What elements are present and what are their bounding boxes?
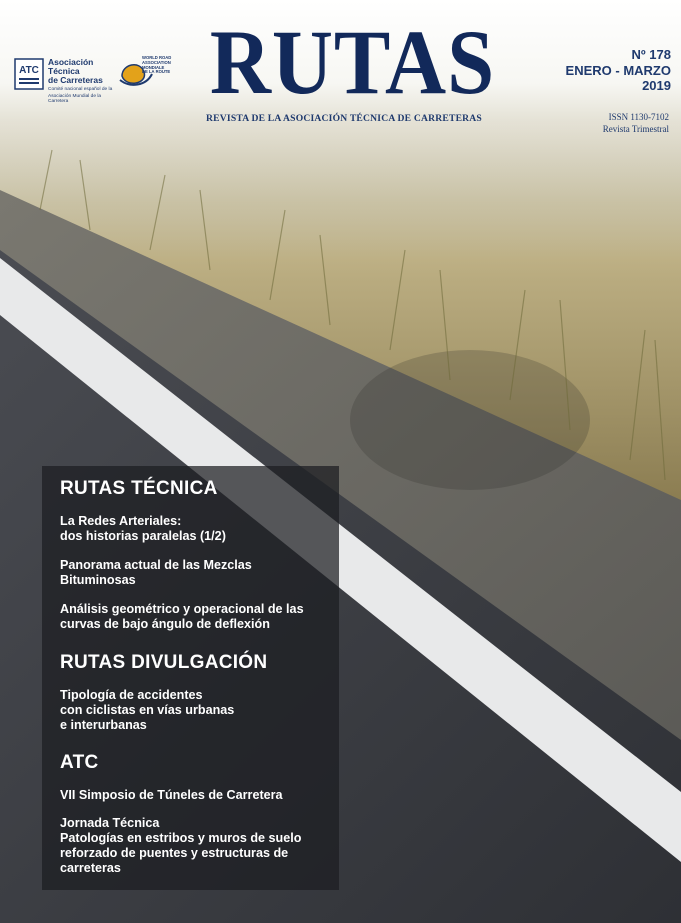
magazine-title: RUTAS [209, 11, 496, 113]
wra-line2: ASSOCIATION [142, 59, 171, 65]
article-line: Patologías en estribos y muros de suelo [60, 830, 302, 845]
article-line: VII Simposio de Túneles de Carretera [60, 788, 283, 802]
wra-logo-text [142, 56, 172, 75]
wra-line3: MONDIALE [142, 64, 165, 70]
article-line: curvas de bajo ángulo de deflexión [60, 616, 270, 631]
article-analisis-geometrico[interactable] [60, 602, 332, 632]
issue-year: 2019 [642, 78, 671, 94]
frequency: Revista Trimestral [602, 123, 669, 134]
article-line: dos historias paralelas (1/2) [60, 528, 226, 543]
issn: ISSN 1130-7102 [608, 112, 669, 122]
article-line: Panorama actual de las Mezclas [60, 558, 252, 572]
article-line: Análisis geométrico y operacional de las [60, 602, 304, 616]
masthead [0, 0, 681, 160]
atc-sub-line2: Asociación Mundial de la Carretera [48, 93, 102, 104]
article-redes-arteriales[interactable] [60, 514, 332, 544]
contents-panel [42, 466, 339, 890]
issue-number: Nº 178 [631, 47, 671, 62]
atc-logo-text [48, 58, 120, 104]
section-heading-rutas-tecnica: RUTAS TÉCNICA [60, 478, 218, 499]
section-heading-atc: ATC [60, 752, 99, 773]
article-line: Tipología de accidentes [60, 688, 203, 702]
wra-line1: WORLD ROAD [142, 55, 172, 60]
svg-text:ATC: ATC [19, 65, 39, 76]
atc-sub-line1: Comité nacional español de la [48, 86, 113, 92]
article-jornada-tecnica[interactable] [60, 816, 332, 875]
atc-name-line1: Asociación Técnica [48, 57, 94, 76]
section-heading-rutas-divulgacion: RUTAS DIVULGACIÓN [60, 652, 268, 673]
cyclist-shadow [350, 350, 590, 490]
atc-name-line2: de Carreteras [48, 74, 103, 85]
article-line: reforzado de puentes y estructuras de [60, 845, 289, 860]
article-line: Jornada Técnica [60, 816, 160, 830]
wra-line4: DE LA ROUTE [142, 69, 171, 75]
article-mezclas-bituminosas[interactable] [60, 558, 332, 588]
article-line: La Redes Arteriales: [60, 514, 182, 528]
issn-info [549, 112, 669, 135]
article-accidentes-ciclistas[interactable] [60, 688, 332, 733]
issue-period: ENERO - MARZO [565, 62, 671, 78]
article-line: carreteras [60, 860, 121, 875]
magazine-subtitle: REVISTA DE LA ASOCIACIÓN TÉCNICA DE CARRETERAS [206, 113, 482, 124]
issue-info [551, 47, 671, 94]
article-line: e interurbanas [60, 717, 147, 732]
article-line: con ciclistas en vías urbanas [60, 702, 235, 717]
atc-logo-icon [14, 58, 44, 90]
article-simposio-tuneles[interactable] [60, 788, 332, 803]
article-line: Bituminosas [60, 572, 136, 587]
